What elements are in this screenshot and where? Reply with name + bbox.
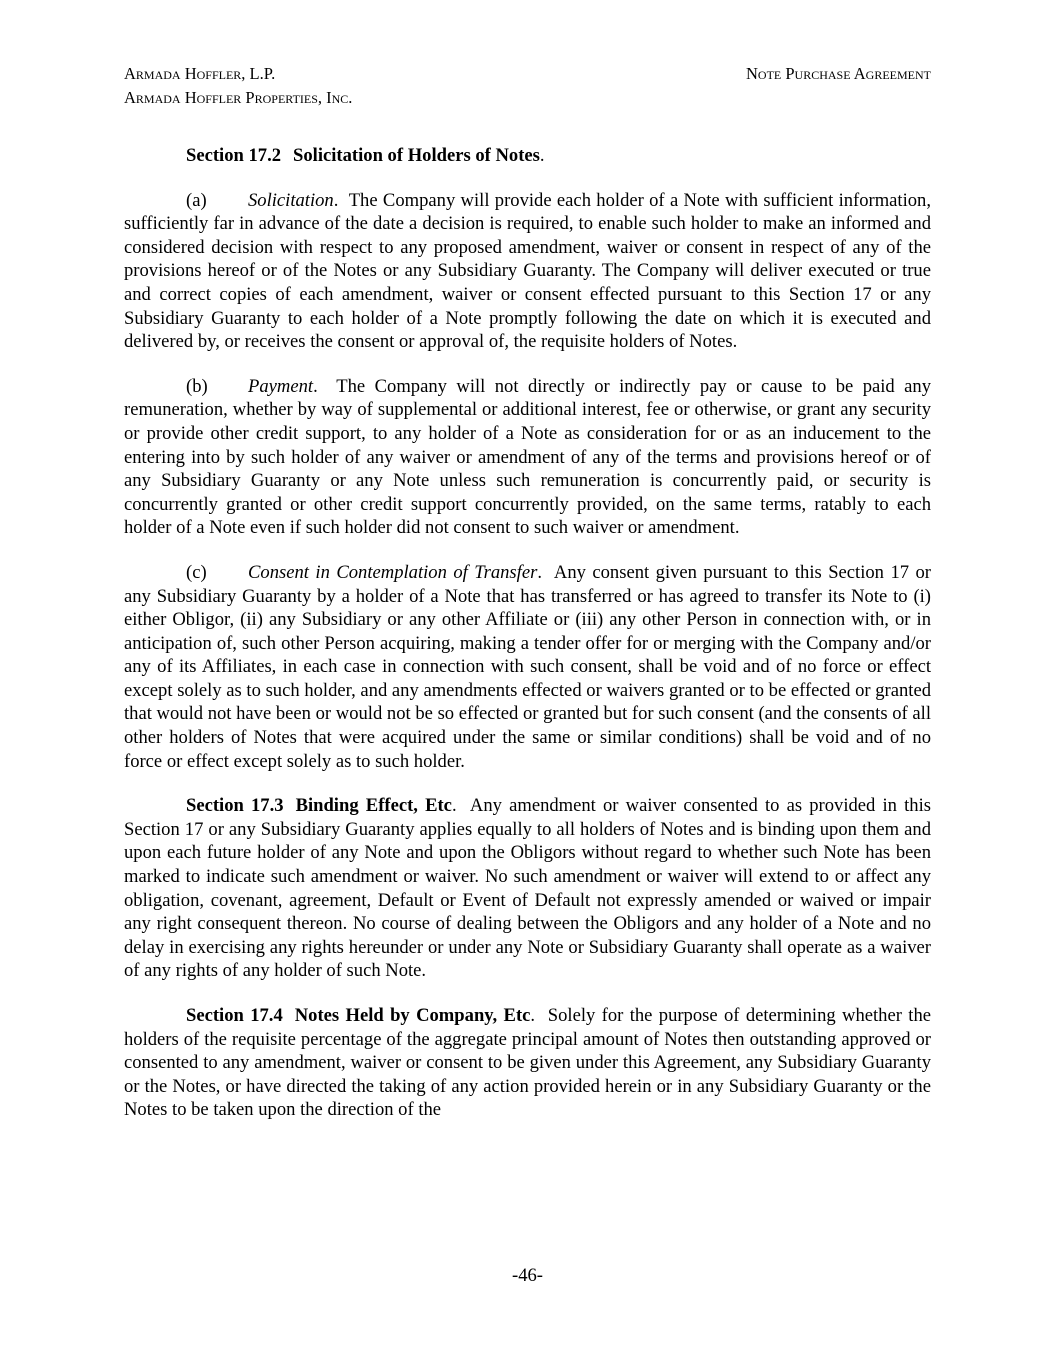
clause-heading: Solicitation [248, 189, 334, 211]
paragraph-17-4: Section 17.4 Notes Held by Company, Etc. Solely for the purpose of determining whether the holders of the requisite percentage of the aggregate principal amount of Notes then outstanding approved or consented to any amendment, waiver or consent to be given under this Agreement, any Subsidiary Guaranty or the Notes, or have directed the taking of any action provided herein or in any Subsidiary Guaranty or the Notes to be taken upon the direction of the [124, 1005, 931, 1121]
paragraph-17-2-b: (b) Payment. The Company will not directly or indirectly pay or cause to be paid any remuneration, whether by way of supplemental or additional interest, fee or otherwise, or grant any security or provide other credit support, to any holder of a Note as consideration for or as an inducement to the entering into by such holder of any waiver or amendment of any of the terms and provisions hereof or of any Subsidiary Guaranty or any Note unless such remuneration is concurrently paid, or security is concurrently granted or other credit support concurrently provided, on the same terms, ratably to each holder of a Note even if such holder did not consent to such waiver or amendment. [124, 375, 932, 539]
section-title: Solicitation of Holders of Notes [293, 145, 540, 166]
clause-text: Any consent given pursuant to this Section 17 or any Subsidiary Guaranty by a holder of a Note that has transferred or has agreed to transfer its Note to (i) either Obligor, (ii) any Subsidiary or any other Affiliate or (iii) any other Person in connection with, or in anticipation of, such other Person acquiring, making a tender offer for or merging with the Company and/or any of its Affiliates, in each case in connection with such consent, shall be void and of no force or effect except solely as to such holder, and any amendments effected or waivers granted or to be effected or granted that would not have been or would not be so effected or granted but for such consent (and the consents of all other holders of Notes that were acquired under the same or similar conditions) shall be void and of no force or effect except solely as to such holder. [124, 561, 931, 772]
clause-text: The Company will provide each holder of a Note with sufficient information, sufficiently far in advance of the date a decision is required, to enable such holder to make an informed and considered decision with respect to any proposed amendment, waiver or consent in respect of any of the provisions hereof or of the Notes or any Subsidiary Guaranty. The Company will deliver executed or true and correct copies of each amendment, waiver or consent effected pursuant to this Section 17 or any Subsidiary Guaranty to each holder of a Note promptly following the date on which it is executed and delivered by, or receives the consent or approval of, the requisite holders of Notes. [124, 189, 932, 353]
section-title: Binding Effect, Etc [295, 795, 452, 817]
clause-label: (b) [186, 375, 208, 397]
header-party-1: Armada Hoffler, L.P. [124, 64, 276, 83]
running-header [124, 62, 931, 86]
clause-heading: Consent in Contemplation of Transfer [248, 561, 538, 583]
clause-label: (a) [186, 189, 207, 211]
clause-heading: Payment [248, 375, 314, 397]
section-number: Section 17.2 [186, 145, 282, 166]
document-page [124, 62, 931, 1143]
section-number: Section 17.4 [186, 1005, 283, 1026]
section-text: Solely for the purpose of determining whether the holders of the requisite percentage of the aggregate principal amount of Notes then outstanding approved or consented to any amendment, waiver or consent to be given under this Agreement, any Subsidiary Guaranty or the Notes, or have directed the taking of any action provided herein or in any Subsidiary Guaranty or the Notes to be taken upon the direction of the [124, 1005, 931, 1121]
paragraph-17-2-a: (a) Solicitation. The Company will provide each holder of a Note with sufficient information, sufficiently far in advance of the date a decision is required, to enable such holder to make an informed and considered decision with respect to any proposed amendment, waiver or consent in respect of any of the provisions hereof or of the Notes or any Subsidiary Guaranty. The Company will deliver executed or true and correct copies of each amendment, waiver or consent effected pursuant to this Section 17 or any Subsidiary Guaranty to each holder of a Note promptly following the date on which it is executed and delivered by, or receives the consent or approval of, the requisite holders of Notes. [124, 189, 932, 353]
section-title: Notes Held by Company, Etc [294, 1005, 531, 1026]
paragraph-17-3: Section 17.3 Binding Effect, Etc. Any amendment or waiver consented to as provided in this Section 17 or any Subsidiary Guaranty applies equally to all holders of Notes and is binding upon them and upon each future holder of any Note and upon the Obligors without regard to whether such Note has been marked to indicate such amendment or waiver. No such amendment or waiver will extend to or affect any obligation, covenant, agreement, Default or Event of Default not expressly amended or waived or impair any right consequent thereon. No course of dealing between the Obligors and any holder of a Note and no delay in exercising any rights hereunder or under any Note or Subsidiary Guaranty shall operate as a waiver of any rights of any holder of such Note. [124, 795, 931, 982]
section-text: Any amendment or waiver consented to as provided in this Section 17 or any Subsidiary Guaranty applies equally to all holders of Notes and is binding upon them and upon each future holder of any Note and upon the Obligors without regard to whether such Note has been marked to indicate such amendment or waiver. No such amendment or waiver will extend to or affect any obligation, covenant, agreement, Default or Event of Default not expressly amended or waived or impair any right consequent thereon. No course of dealing between the Obligors and any holder of a Note and no delay in exercising any rights hereunder or under any Note or Subsidiary Guaranty shall operate as a waiver of any rights of any holder of such Note. [124, 795, 931, 982]
paragraph-17-2-c: (c) Consent in Contemplation of Transfer. Any consent given pursuant to this Section 17 or any Subsidiary Guaranty by a holder of a Note that has transferred or has agreed to transfer its Note to (i) either Obligor, (ii) any Subsidiary or any other Affiliate or (iii) any other Person in connection with, or in anticipation of, such other Person acquiring, making a tender offer for or merging with the Company and/or any of its Affiliates, in each case in connection with such consent, shall be void and of no force or effect except solely as to such holder, and any amendments effected or waivers granted or to be effected or granted that would not have been or would not be so effected or granted but for such consent (and the consents of all other holders of Notes that were acquired under the same or similar conditions) shall be void and of no force or effect except solely as to such holder. [124, 561, 931, 772]
page-number: -46- [512, 1265, 543, 1286]
header-document-title: Note Purchase Agreement [745, 64, 931, 83]
section-number: Section 17.3 [186, 795, 284, 817]
clause-label: (c) [186, 561, 207, 583]
clause-text: The Company will not directly or indirectly pay or cause to be paid any remuneration, whether by way of supplemental or additional interest, fee or otherwise, or grant any security or provide other credit support, to any holder of a Note as consideration for or as an inducement to the entering into by such holder of any waiver or amendment of any of the terms and provisions hereof or of any Subsidiary Guaranty or any Note unless such remuneration is concurrently paid, or security is concurrently granted or other credit support concurrently provided, on the same terms, ratably to each holder of a Note even if such holder did not consent to such waiver or amendment. [124, 375, 932, 539]
header-party-2: Armada Hoffler Properties, Inc. [124, 88, 353, 107]
section-17-2-heading: Section 17.2 Solicitation of Holders of Notes. [186, 145, 545, 166]
